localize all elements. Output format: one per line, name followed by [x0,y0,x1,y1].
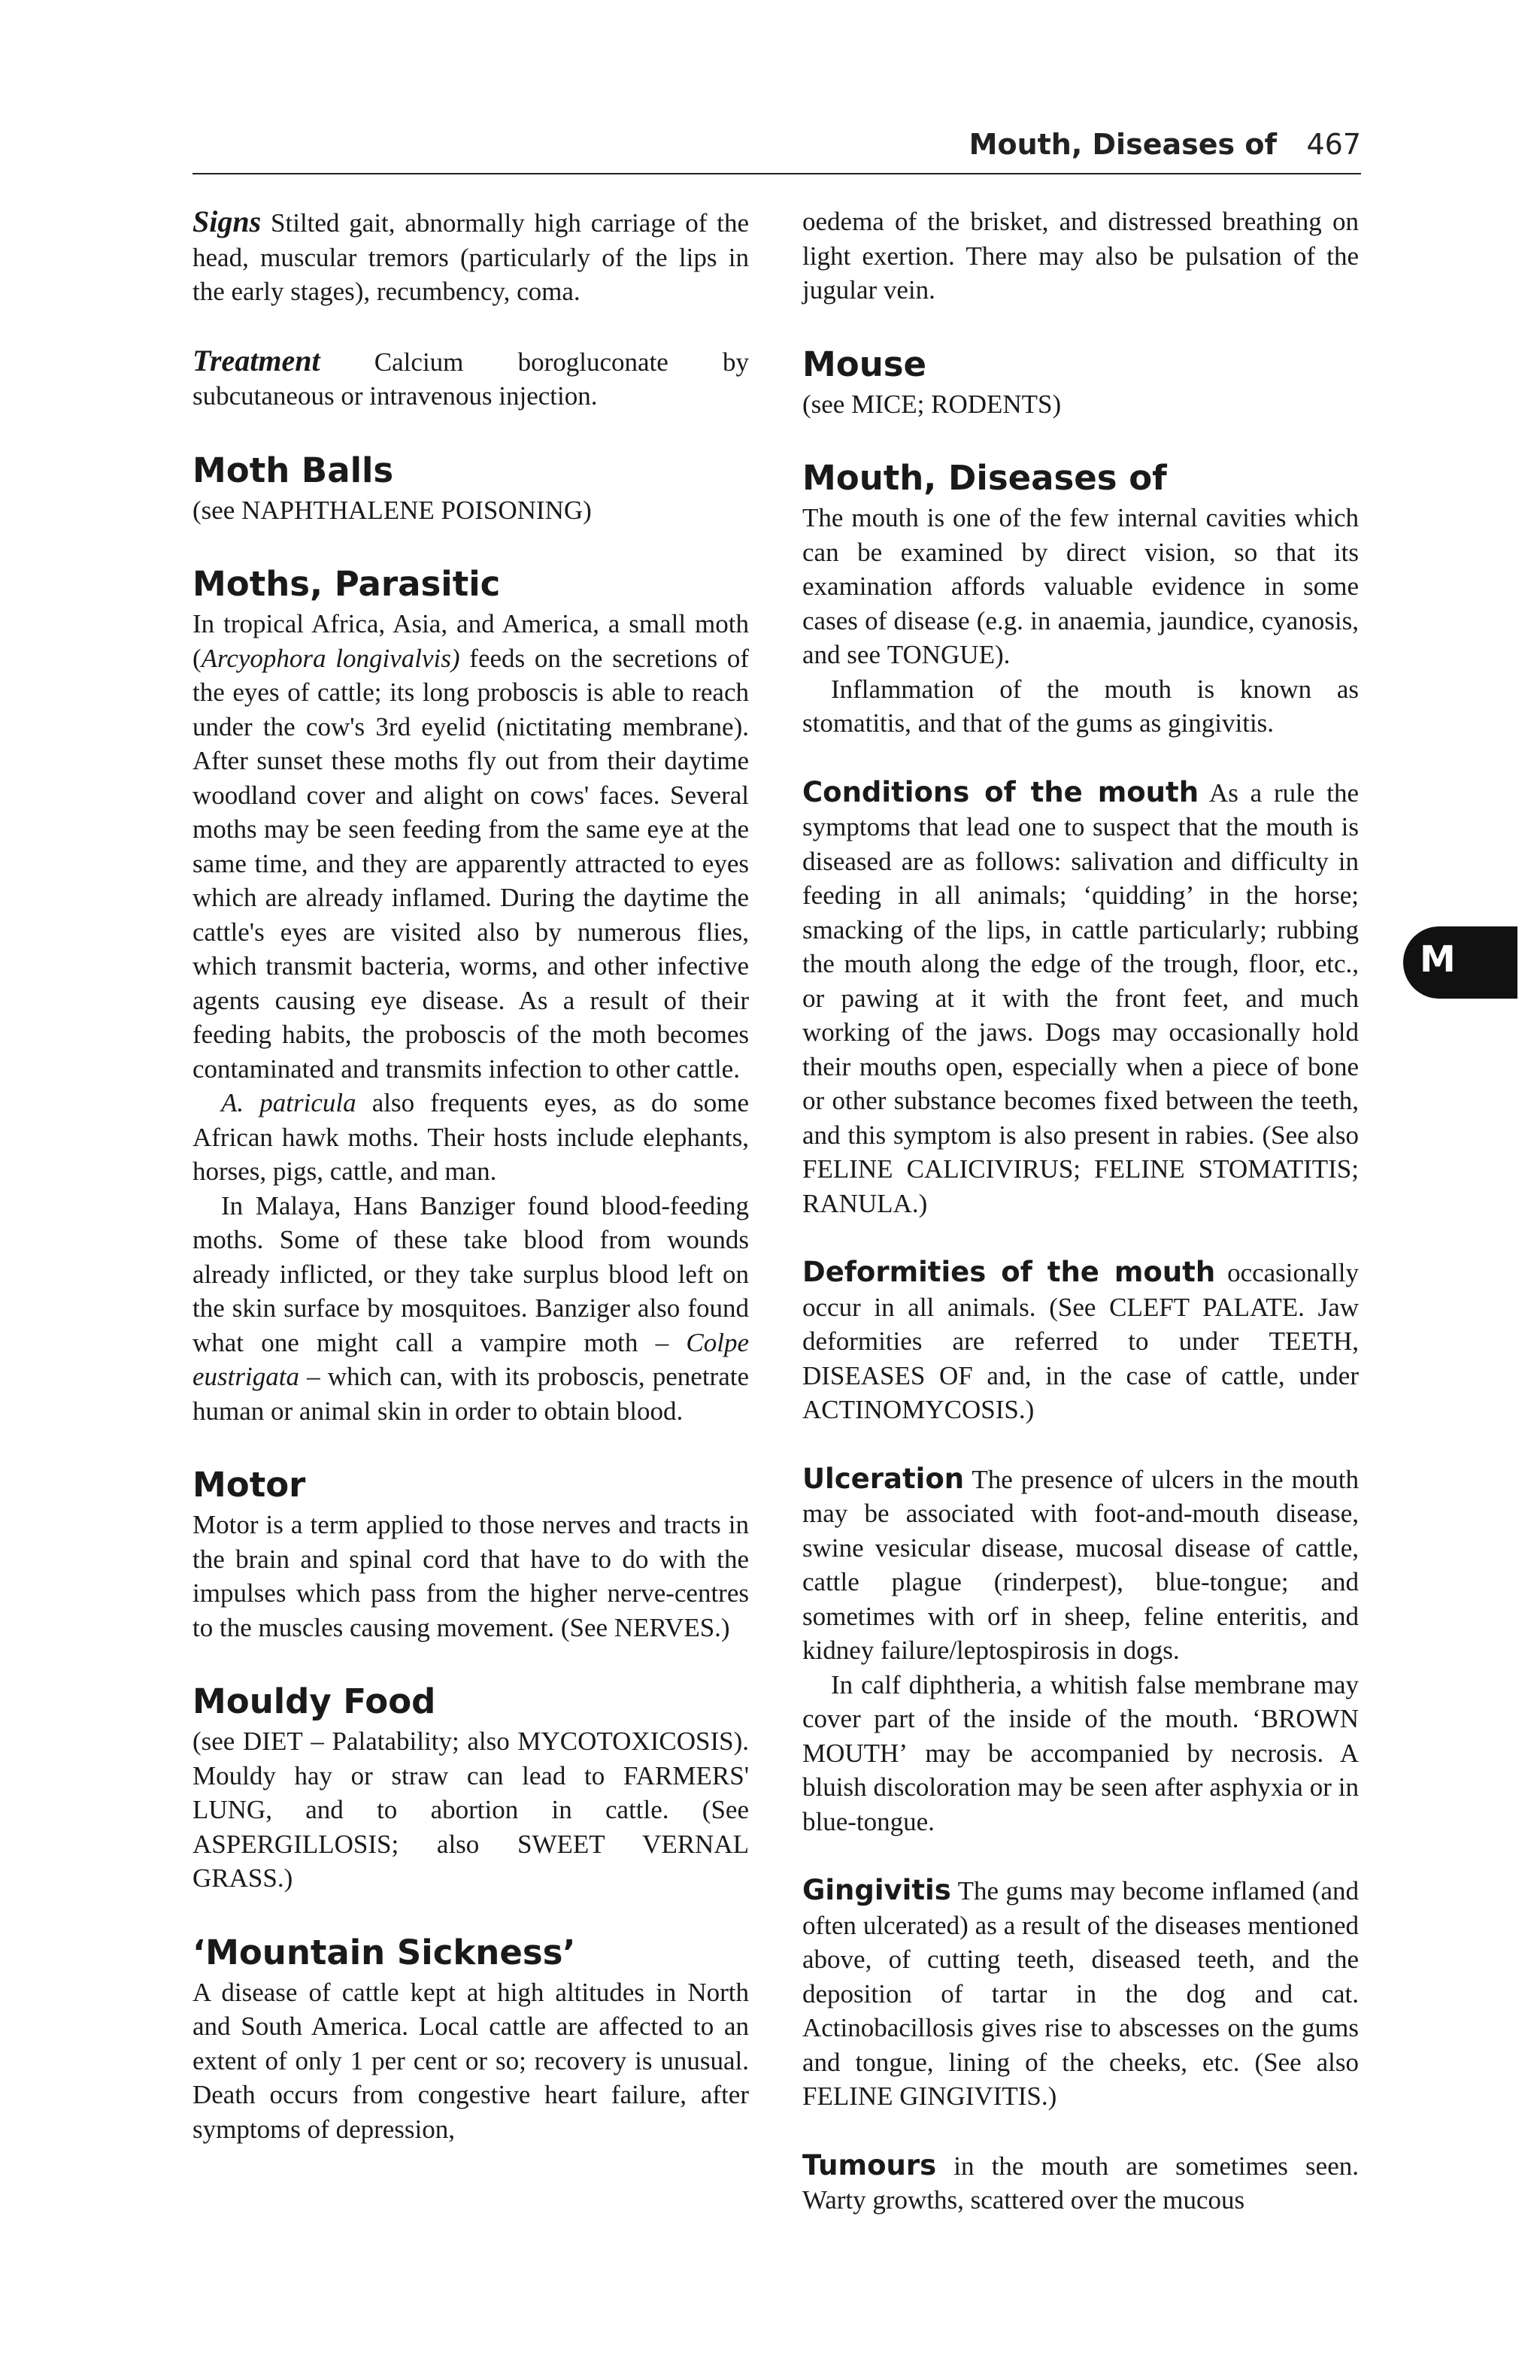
moth-balls-see: (see NAPHTHALENE POISONING) [192,495,592,525]
headword-mountain-sickness: ‘Mountain Sickness’ [192,1932,576,1972]
motor-paragraph: Motor is a term applied to those nerves and tracts in the brain and spinal cord that have to do with the impulses which pass from the higher nerve-centres to the muscles causing movement. (See NERVES.) [192,1510,749,1642]
thumb-index-tab [1403,926,1517,999]
tumours-paragraph: Tumours in the mouth are sometimes seen. Warty growths, scattered over the mucous [802,2148,1359,2215]
mouth-diseases-p1: The mouth is one of the few internal cavities which can be examined by direct vision, so that its examination affords valuable evidence in some cases of disease (e.g. in anaemia, jaundice, cyanosis, and see TONGUE). [802,503,1359,669]
headword-moths-parasitic: Moths, Parasitic [192,564,501,604]
signs-label: Signs [192,205,262,238]
cross-ref[interactable]: FELINE GINGIVITIS [802,2081,1041,2111]
running-header [192,126,1361,174]
cross-ref[interactable]: SWEET VERNAL GRASS [192,1829,749,1893]
cross-ref[interactable]: FELINE CALICIVIRUS [802,1154,1074,1184]
headword-moth-balls: Moth Balls [192,450,394,490]
subhead-conditions: Conditions of the mouth [802,775,1199,808]
cross-ref[interactable]: RANULA [802,1188,912,1218]
ulceration-paragraph: Ulceration The presence of ulcers in the mouth may be associated with foot-and-mouth disease, swine vesicular disease, mucosal disease of cattle, cattle plague (rinderpest), blue-tongue; and sometimes with orf in sheep, feline enteritis, and kidney failure/leptospirosis in dogs. [802,1462,1359,1665]
treatment-paragraph: Treatment Calcium borogluconate by subcutaneous or intravenous injection. [192,343,749,411]
cross-ref[interactable]: FARMERS' LUNG [192,1760,749,1824]
continuation-paragraph: oedema of the brisket, and distressed breathing on light exertion. There may also be pulsation of the jugular vein. [802,207,1359,305]
cross-ref[interactable]: MICE [851,389,917,419]
headword-motor: Motor [192,1465,306,1505]
gingivitis-paragraph: Gingivitis The gums may become inflamed (and often ulcerated) as a result of the diseases mentioned above, of cutting teeth, diseased teeth, and the deposition of tartar in the dog and cat. Actinobacillosis gives rise to abscesses on the gums and tongue, lining of the cheeks, etc. (See also FELINE GINGIVITIS.) [802,1874,1359,2111]
mountain-sickness-paragraph: A disease of cattle kept at high altitudes in North and South America. Local cattle are affected to an extent of only 1 per cent or so; recovery is unusual. Death occurs from congestive heart failure, after symptoms of depression, [192,1977,749,2144]
cross-ref[interactable]: RODENTS [931,389,1053,419]
running-header-title: Mouth, Diseases of [969,128,1277,161]
cross-ref[interactable]: DIET [243,1727,303,1756]
moths-parasitic-p1: In tropical Africa, Asia, and America, a small moth (Arcyophora longivalvis) feeds on the secretions of the eyes of cattle; its long proboscis is able to reach under the cow's 3rd eyelid (nictitating membrane). After sunset these moths fly out from their daytime woodland cover and alight on cows' faces. Several moths may be seen feeding from the same eye at the same time, and they are apparently attracted to eyes which are already inflamed. During the daytime the cattle's eyes are visited also by numerous flies, which transmit bacteria, worms, and other infective agents causing eye disease. As a result of their feeding habits, the proboscis of the moth becomes contaminated and transmits infection to other cattle. [192,609,749,1084]
signs-paragraph: Signs Stilted gait, abnormally high carriage of the head, muscular tremors (particularly of the lips in the early stages), recumbency, coma. [192,205,749,306]
cross-ref[interactable]: CLEFT PALATE [1109,1292,1299,1322]
treatment-label: Treatment [192,343,320,377]
moths-parasitic-p2: A. patricula also frequents eyes, as do some African hawk moths. Their hosts include elephants, horses, pigs, cattle, and man. [192,1088,749,1186]
cross-ref[interactable]: TONGUE [887,640,995,669]
cross-ref[interactable]: NERVES [614,1612,715,1642]
cross-ref[interactable]: ACTINOMYCOSIS [802,1395,1019,1424]
right-column [802,205,1359,2218]
page-number: 467 [1306,128,1361,161]
cross-ref[interactable]: ASPERGILLOSIS [192,1829,392,1859]
subhead-gingivitis: Gingivitis [802,1874,951,1906]
ulceration-p2: In calf diphtheria, a whitish false membrane may cover part of the inside of the mouth. ‘BROWN MOUTH’ may be accompanied by necrosis. A bluish discoloration may be seen after asphyxia or in blue-tongue. [802,1669,1359,1836]
subhead-deformities: Deformities of the mouth [802,1256,1216,1288]
headword-mouth-diseases: Mouth, Diseases of [802,458,1167,498]
conditions-paragraph: Conditions of the mouth As a rule the symptoms that lead one to suspect that the mouth is diseased are as follows: salivation and difficulty in feeding in all animals; ‘quidding’ in the horse; smacking of the lips, in cattle particularly; rubbing the mouth along the edge of the trough, floor, etc., or pawing at it with the front feet, and much working of the jaws. Dogs may occasionally hold their mouths open, especially when a piece of bone or other substance becomes fixed between the teeth, and this symptom is also present in rabies. (See also FELINE CALICIVIRUS; FELINE STOMATITIS; RANULA.) [802,775,1359,1218]
cross-ref[interactable]: FELINE STOMATITIS [1094,1154,1352,1184]
mouldy-food-paragraph: (see DIET – Palatability; also MYCOTOXICOSIS). Mouldy hay or straw can lead to FARMERS' LUNG, and to abortion in cattle. (See ASPERGILLOSIS; also SWEET VERNAL GRASS.) [192,1727,749,1893]
thumb-index-letter: M [1420,938,1456,981]
left-column [192,205,749,2146]
moths-parasitic-p3: In Malaya, Hans Banziger found blood-feeding moths. Some of these take blood from wounds already inflicted, or they take surplus blood left on the skin surface by mosquitoes. Banziger also found what one might call a vampire moth – Colpe eustrigata – which can, with its proboscis, penetrate human or animal skin in order to obtain blood. [192,1190,749,1426]
headword-mouldy-food: Mouldy Food [192,1681,436,1721]
cross-ref[interactable]: MYCOTOXICOSIS [517,1727,734,1756]
cross-ref[interactable]: TEETH, DISEASES OF [802,1326,1359,1390]
headword-mouse: Mouse [802,344,927,384]
mouth-diseases-p2: Inflammation of the mouth is known as stomatitis, and that of the gums as gingivitis. [802,674,1359,738]
cross-ref[interactable]: NAPHTHALENE POISONING [241,495,584,525]
mouse-see: (see MICE; RODENTS) [802,389,1062,419]
deformities-paragraph: Deformities of the mouth occasionally occur in all animals. (See CLEFT PALATE. Jaw deformities are referred to under TEETH, DISEASES OF and, in the case of cattle, under ACTINOMYCOSIS.) [802,1256,1360,1424]
cross-ref[interactable]: ‘BROWN MOUTH’ [802,1704,1359,1768]
subhead-tumours: Tumours [802,2148,937,2181]
subhead-ulceration: Ulceration [802,1462,965,1495]
